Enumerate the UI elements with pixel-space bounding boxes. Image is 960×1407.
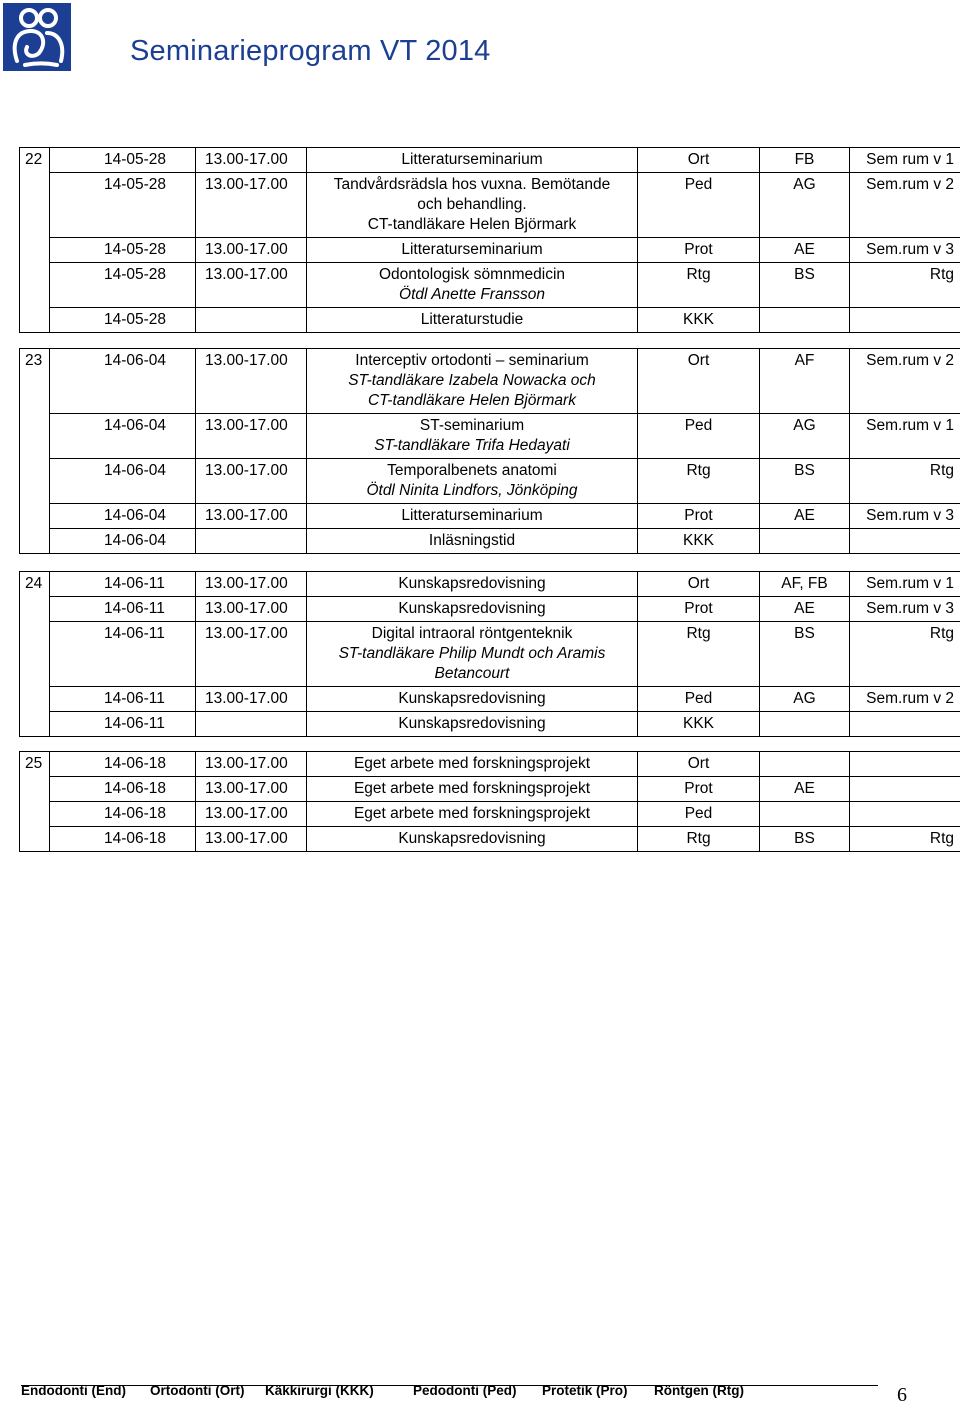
time-cell: 13.00-17.00 — [196, 827, 307, 852]
topic-cell — [307, 802, 638, 827]
date-cell: 14-06-04 — [50, 459, 196, 504]
table-row — [20, 529, 960, 554]
group-cell: BS — [760, 459, 850, 504]
time-cell: 13.00-17.00 — [196, 752, 307, 777]
room-cell — [850, 308, 960, 333]
subject-cell: Ort — [638, 572, 760, 597]
group-cell — [760, 529, 850, 554]
time-cell — [196, 308, 307, 333]
page-number: 6 — [897, 1384, 907, 1406]
room-cell: Rtg — [850, 827, 960, 852]
time-cell — [196, 712, 307, 737]
time-cell: 13.00-17.00 — [196, 173, 307, 238]
legend-item-protetik: Protetik (Pro) — [542, 1383, 628, 1398]
topic-cell — [307, 238, 638, 263]
group-cell: AE — [760, 238, 850, 263]
subject-cell: Rtg — [638, 827, 760, 852]
table-row — [20, 308, 960, 333]
date-cell: 14-05-28 — [50, 308, 196, 333]
topic-cell — [307, 752, 638, 777]
topic-line: Temporalbenets anatomi — [387, 462, 557, 479]
week-number: 25 — [20, 752, 50, 852]
topic-cell — [307, 414, 638, 459]
group-cell: AG — [760, 414, 850, 459]
date-cell: 14-06-04 — [50, 504, 196, 529]
table-row — [20, 597, 960, 622]
topic-line: Eget arbete med forskningsprojekt — [353, 780, 591, 797]
subject-cell: Ped — [638, 173, 760, 238]
date-cell: 14-06-11 — [50, 572, 196, 597]
group-cell: AE — [760, 597, 850, 622]
room-cell: Sem.rum v 3 — [850, 597, 960, 622]
table-row — [20, 238, 960, 263]
topic-line: Kunskapsredovisning — [398, 575, 546, 592]
room-cell: Sem.rum v 1 — [850, 572, 960, 597]
topic-cell — [307, 148, 638, 173]
room-cell: Rtg — [850, 459, 960, 504]
room-cell: Sem.rum v 1 — [850, 414, 960, 459]
time-cell: 13.00-17.00 — [196, 263, 307, 308]
legend-item-pedodonti: Pedodonti (Ped) — [413, 1383, 517, 1398]
week-number: 22 — [20, 148, 50, 333]
table-row — [20, 827, 960, 852]
topic-line: Eget arbete med forskningsprojekt — [353, 805, 591, 822]
room-cell: Rtg — [850, 622, 960, 687]
topic-line: Eget arbete med forskningsprojekt — [353, 755, 591, 772]
table-row — [20, 414, 960, 459]
topic-cell — [307, 173, 638, 238]
table-row — [20, 504, 960, 529]
group-cell: FB — [760, 148, 850, 173]
subject-cell: Ped — [638, 687, 760, 712]
speaker-line: ST-tandläkare Philip Mundt och Aramis — [338, 645, 606, 662]
date-cell: 14-05-28 — [50, 173, 196, 238]
group-cell — [760, 752, 850, 777]
subject-cell: Rtg — [638, 459, 760, 504]
subject-cell: Prot — [638, 777, 760, 802]
subject-cell: Ped — [638, 414, 760, 459]
topic-cell — [307, 597, 638, 622]
group-cell — [760, 802, 850, 827]
topic-cell — [307, 459, 638, 504]
topic-cell — [307, 827, 638, 852]
topic-line: Litteraturseminarium — [401, 151, 543, 168]
week-table — [19, 348, 960, 554]
time-cell: 13.00-17.00 — [196, 622, 307, 687]
topic-cell — [307, 349, 638, 414]
room-cell: Sem.rum v 2 — [850, 349, 960, 414]
topic-line: Kunskapsredovisning — [398, 830, 546, 847]
topic-line: Litteraturseminarium — [401, 241, 543, 258]
legend-item-ortodonti: Ortodonti (Ort) — [150, 1383, 245, 1398]
table-row — [20, 173, 960, 238]
date-cell: 14-06-11 — [50, 687, 196, 712]
subject-cell: Ort — [638, 752, 760, 777]
room-cell: Sem rum v 1 — [850, 148, 960, 173]
room-cell — [850, 712, 960, 737]
table-row — [20, 459, 960, 504]
room-cell — [850, 777, 960, 802]
table-row — [20, 572, 960, 597]
topic-line: Tandvårdsrädsla hos vuxna. Bemötande — [333, 176, 611, 193]
table-row — [20, 263, 960, 308]
date-cell: 14-06-04 — [50, 529, 196, 554]
speaker-line: CT-tandläkare Helen Björmark — [368, 392, 576, 409]
topic-line: Litteraturseminarium — [401, 507, 543, 524]
time-cell: 13.00-17.00 — [196, 504, 307, 529]
room-cell — [850, 752, 960, 777]
room-cell: Sem.rum v 2 — [850, 687, 960, 712]
group-cell: BS — [760, 827, 850, 852]
group-cell: AE — [760, 504, 850, 529]
topic-cell — [307, 308, 638, 333]
subject-cell: KKK — [638, 529, 760, 554]
time-cell: 13.00-17.00 — [196, 572, 307, 597]
topic-line: Kunskapsredovisning — [398, 715, 546, 732]
week-table — [19, 751, 960, 852]
speaker-line: Ötdl Anette Fransson — [399, 286, 545, 303]
date-cell: 14-06-18 — [50, 777, 196, 802]
time-cell: 13.00-17.00 — [196, 414, 307, 459]
table-row — [20, 802, 960, 827]
subject-cell: Prot — [638, 504, 760, 529]
room-cell: Sem.rum v 3 — [850, 504, 960, 529]
week-number: 24 — [20, 572, 50, 737]
subject-cell: Ort — [638, 148, 760, 173]
legend-item-rontgen: Röntgen (Rtg) — [654, 1383, 744, 1398]
week-number: 23 — [20, 349, 50, 554]
room-cell: Rtg — [850, 263, 960, 308]
page-title: Seminarieprogram VT 2014 — [130, 35, 491, 67]
topic-line: Inläsningstid — [428, 532, 516, 549]
topic-line: Digital intraoral röntgenteknik — [371, 625, 573, 642]
time-cell: 13.00-17.00 — [196, 687, 307, 712]
date-cell: 14-05-28 — [50, 238, 196, 263]
topic-line: CT-tandläkare Helen Björmark — [367, 216, 577, 233]
speaker-line: Ötdl Ninita Lindfors, Jönköping — [366, 482, 578, 499]
topic-cell — [307, 572, 638, 597]
table-row — [20, 752, 960, 777]
topic-cell — [307, 504, 638, 529]
table-row — [20, 622, 960, 687]
topic-line: ST-seminarium — [419, 417, 525, 434]
topic-cell — [307, 687, 638, 712]
table-row — [20, 712, 960, 737]
legend-item-endodonti: Endodonti (End) — [21, 1383, 126, 1398]
group-cell — [760, 308, 850, 333]
date-cell: 14-06-11 — [50, 712, 196, 737]
date-cell: 14-06-18 — [50, 802, 196, 827]
room-cell: Sem.rum v 3 — [850, 238, 960, 263]
date-cell: 14-05-28 — [50, 263, 196, 308]
time-cell: 13.00-17.00 — [196, 597, 307, 622]
table-row — [20, 687, 960, 712]
subject-cell: Prot — [638, 597, 760, 622]
group-cell: BS — [760, 622, 850, 687]
subject-cell: Prot — [638, 238, 760, 263]
time-cell — [196, 529, 307, 554]
date-cell: 14-06-04 — [50, 349, 196, 414]
speaker-line: Betancourt — [434, 665, 510, 682]
group-cell: AG — [760, 687, 850, 712]
time-cell: 13.00-17.00 — [196, 459, 307, 504]
date-cell: 14-06-11 — [50, 622, 196, 687]
group-cell: BS — [760, 263, 850, 308]
dental-people-logo — [3, 3, 71, 71]
subject-cell: Ort — [638, 349, 760, 414]
time-cell: 13.00-17.00 — [196, 148, 307, 173]
time-cell: 13.00-17.00 — [196, 802, 307, 827]
topic-cell — [307, 712, 638, 737]
topic-cell — [307, 622, 638, 687]
topic-line: Odontologisk sömnmedicin — [378, 266, 566, 283]
date-cell: 14-05-28 — [50, 148, 196, 173]
topic-line: Interceptiv ortodonti – seminarium — [355, 352, 589, 369]
room-cell — [850, 529, 960, 554]
group-cell — [760, 712, 850, 737]
subject-cell: Rtg — [638, 263, 760, 308]
date-cell: 14-06-18 — [50, 752, 196, 777]
table-row — [20, 777, 960, 802]
subject-cell: Rtg — [638, 622, 760, 687]
topic-cell — [307, 777, 638, 802]
time-cell: 13.00-17.00 — [196, 238, 307, 263]
group-cell: AE — [760, 777, 850, 802]
time-cell: 13.00-17.00 — [196, 777, 307, 802]
date-cell: 14-06-11 — [50, 597, 196, 622]
speaker-line: ST-tandläkare Izabela Nowacka och — [348, 372, 596, 389]
topic-cell — [307, 529, 638, 554]
time-cell: 13.00-17.00 — [196, 349, 307, 414]
week-table — [19, 147, 960, 333]
room-cell — [850, 802, 960, 827]
topic-line: Kunskapsredovisning — [398, 600, 546, 617]
date-cell: 14-06-18 — [50, 827, 196, 852]
speaker-line: ST-tandläkare Trifa Hedayati — [374, 437, 570, 454]
topic-line: och behandling. — [417, 196, 527, 213]
room-cell: Sem.rum v 2 — [850, 173, 960, 238]
subject-cell: KKK — [638, 308, 760, 333]
group-cell: AG — [760, 173, 850, 238]
subject-cell: KKK — [638, 712, 760, 737]
group-cell: AF, FB — [760, 572, 850, 597]
group-cell: AF — [760, 349, 850, 414]
date-cell: 14-06-04 — [50, 414, 196, 459]
table-row — [20, 349, 960, 414]
topic-line: Kunskapsredovisning — [398, 690, 546, 707]
topic-cell — [307, 263, 638, 308]
legend-item-kakkirurgi: Käkkirurgi (KKK) — [265, 1383, 374, 1398]
week-table — [19, 571, 960, 737]
subject-cell: Ped — [638, 802, 760, 827]
table-row — [20, 148, 960, 173]
topic-line: Litteraturstudie — [420, 311, 524, 328]
